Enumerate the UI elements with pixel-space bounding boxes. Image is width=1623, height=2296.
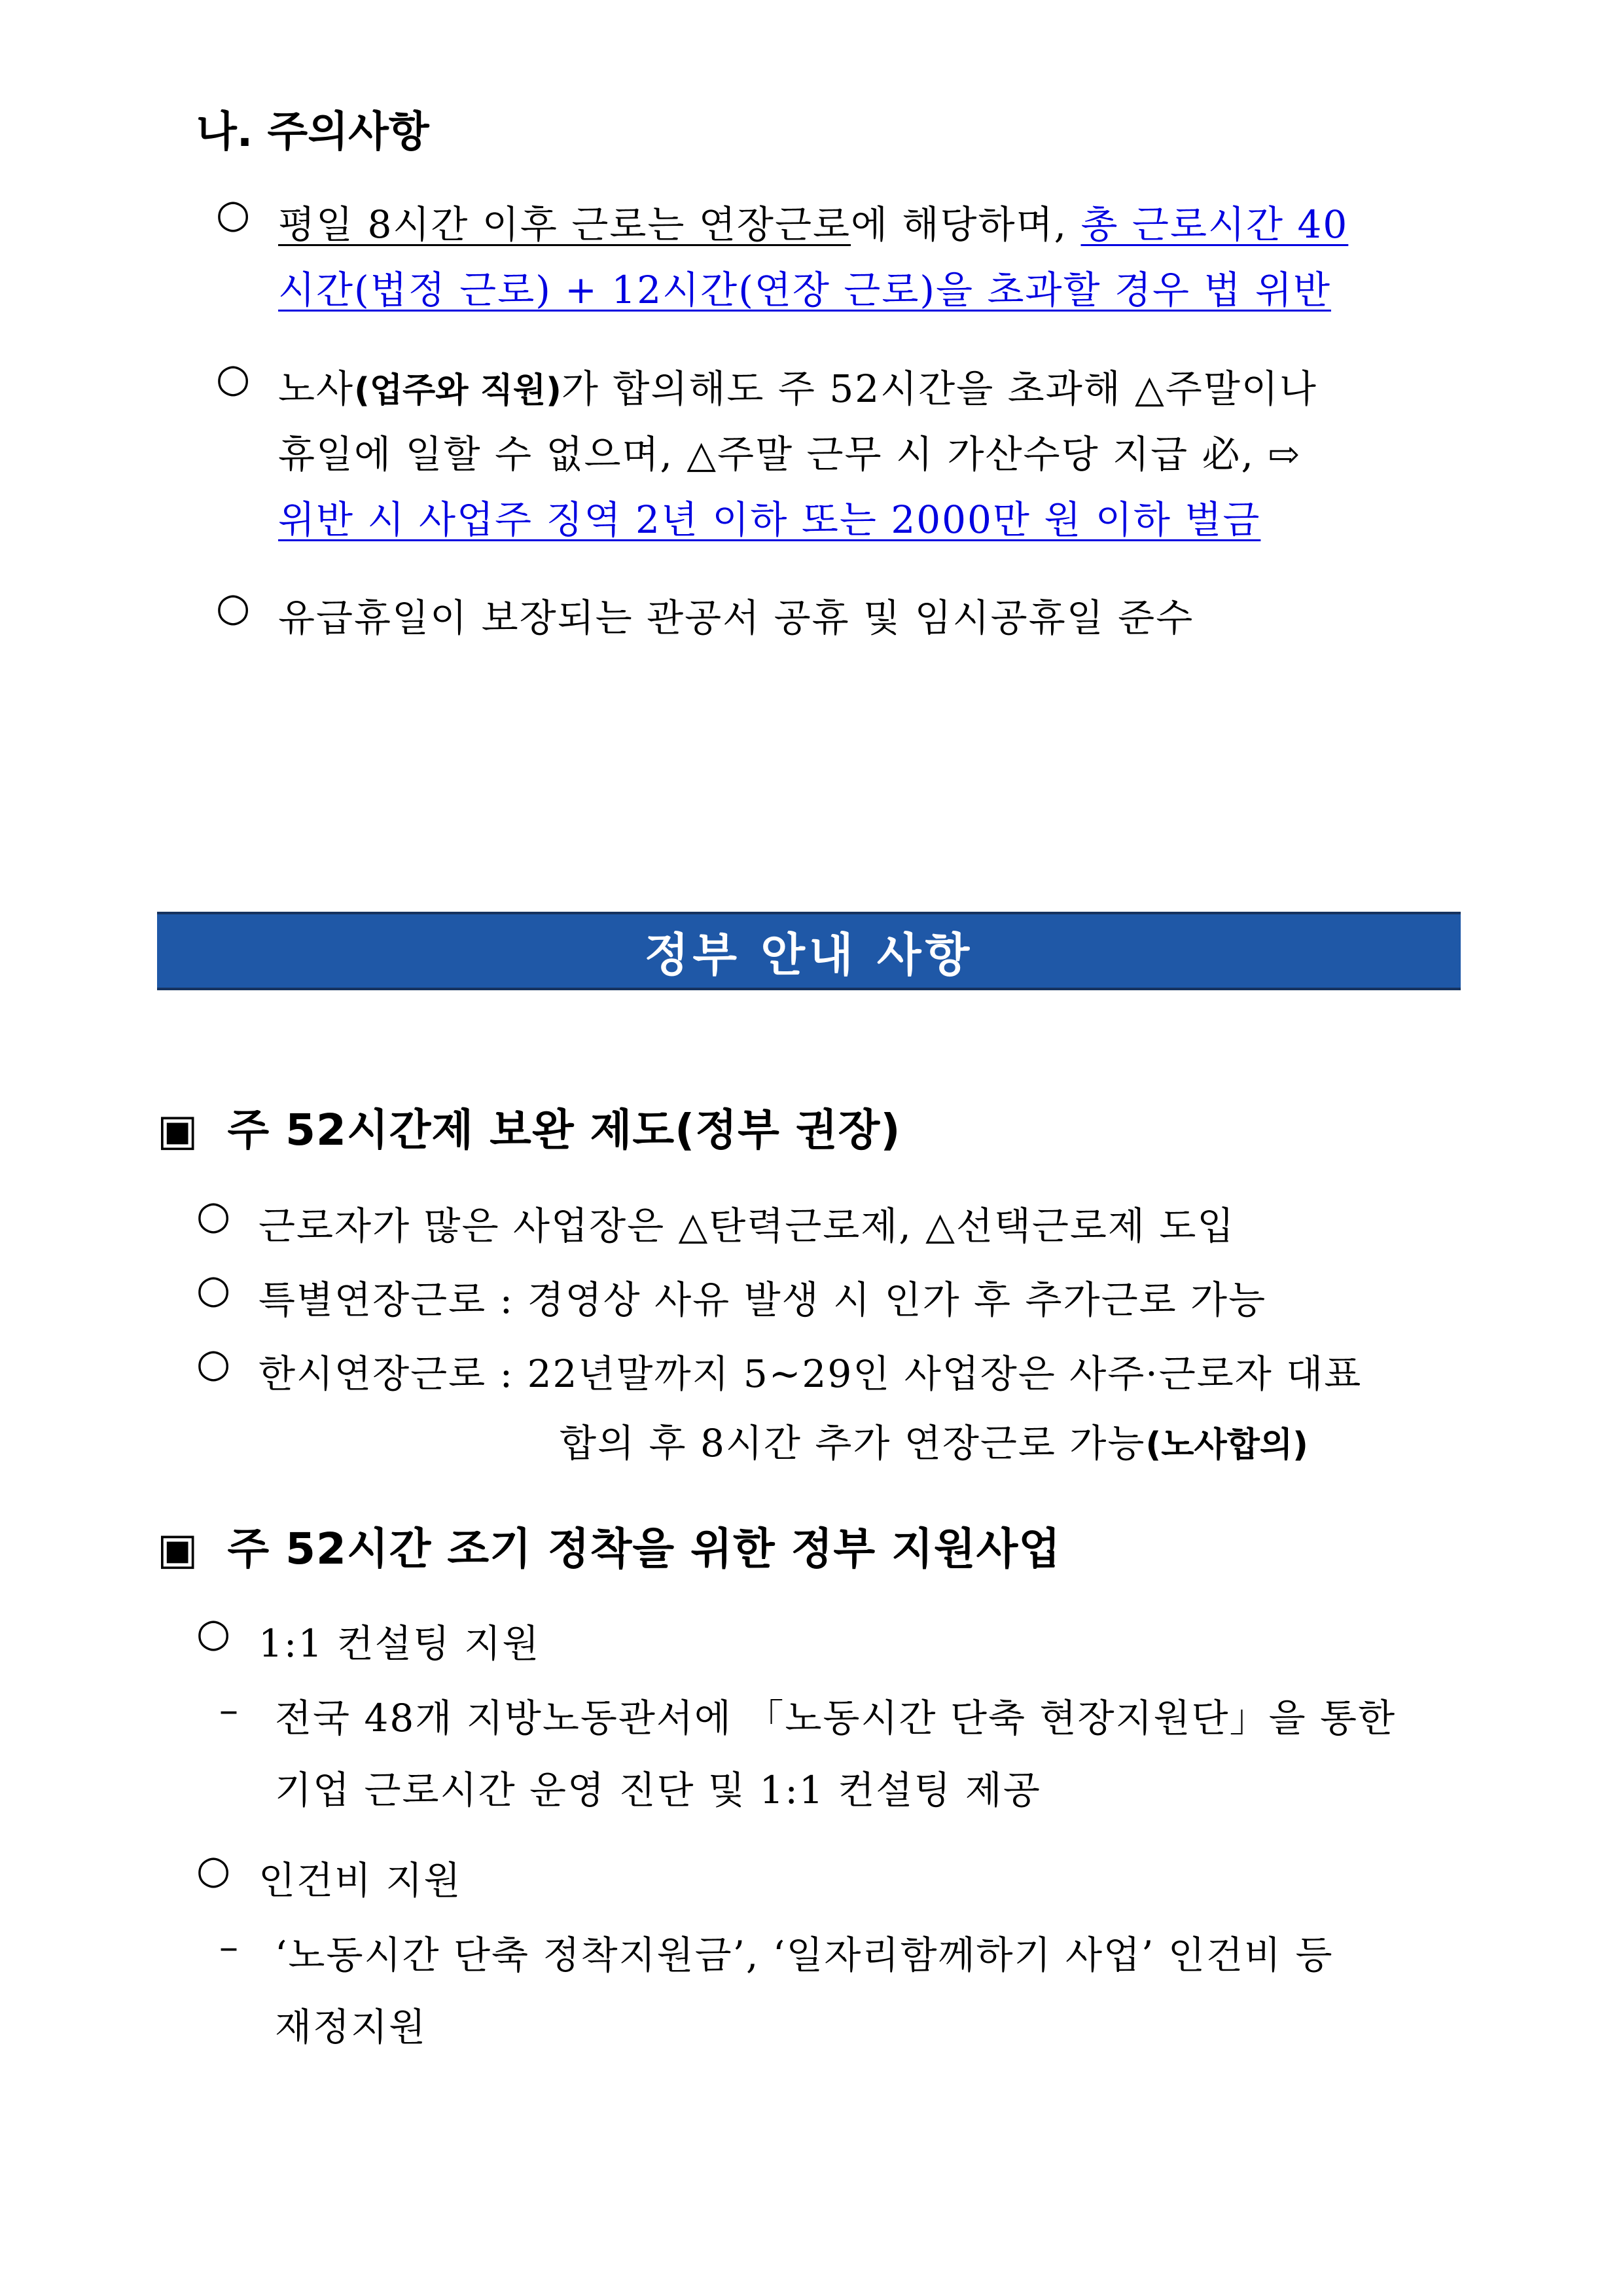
caution-item2-line2: 휴일에 일할 수 없으며, △주말 근무 시 가산수당 지급 必, ⇨ [278,432,1302,476]
labor-cost-title: 인건비 지원 [259,1858,462,1903]
caution-item1-line1 [278,194,1348,249]
section1-heading [157,1095,901,1157]
consulting-title: 1:1 컨설팅 지원 [259,1621,541,1666]
caution-item2-paren: (업주와 직원) [354,371,562,410]
section1-item3-cont-paren: (노사합의) [1145,1426,1308,1465]
square-marker-icon: ▣ [157,1524,199,1574]
government-notice-banner [157,912,1461,990]
caution-item3-text: 유급휴일이 보장되는 관공서 공휴 및 임시공휴일 준수 [278,596,1194,640]
consulting-dash: – [219,1687,240,1732]
section1-item3-bullet: ○ [196,1340,232,1386]
caution-heading: 나. 주의사항 [196,108,429,156]
caution-item1-line2: 시간(법정 근로) + 12시간(연장 근로)을 초과할 경우 법 위반 [278,268,1331,312]
caution-item1-bullet: ○ [216,191,252,237]
caution-item2-rest: 가 합의해도 주 52시간을 초과해 △주말이나 [561,367,1317,411]
section1-item3-cont-text: 합의 후 8시간 추가 연장근로 가능 [560,1421,1146,1465]
section2-heading [157,1514,1061,1576]
caution-item2-line3: 위반 시 사업주 징역 2년 이하 또는 2000만 원 이하 벌금 [278,497,1261,542]
section1-item2-bullet: ○ [196,1266,232,1312]
section1-item1-bullet: ○ [196,1193,232,1238]
labor-cost-bullet: ○ [196,1847,232,1893]
section1-item3-continuation [560,1412,1308,1467]
square-marker-icon: ▣ [157,1105,199,1155]
consulting-line1: 전국 48개 지방노동관서에 「노동시간 단축 현장지원단」을 통한 [275,1696,1397,1740]
section1-title: 주 52시간제 보완 제도(정부 권장) [227,1105,901,1155]
caution-item2-bullet: ○ [216,355,252,401]
consulting-bullet: ○ [196,1610,232,1656]
banner-title: 정부 안내 사항 [644,927,974,982]
caution-item1-mid: 에 해당하며, [851,202,1081,247]
section2-title: 주 52시간 조기 정착을 위한 정부 지원사업 [227,1524,1061,1574]
caution-item1-overtime-phrase: 평일 8시간 이후 근로는 연장근로 [278,202,851,247]
labor-cost-line1: ‘노동시간 단축 정착지원금’, ‘일자리함께하기 사업’ 인건비 등 [275,1933,1334,1977]
caution-item3-bullet: ○ [216,584,252,630]
caution-item1-limit-phrase: 총 근로시간 40 [1080,202,1349,247]
section1-item1-text: 근로자가 많은 사업장은 △탄력근로제, △선택근로제 도입 [259,1204,1236,1248]
caution-item2-line1 [278,358,1317,413]
labor-cost-dash: – [219,1924,240,1969]
consulting-line2: 기업 근로시간 운영 진단 및 1:1 컨설팅 제공 [275,1768,1041,1812]
section1-item3-text: 한시연장근로 : 22년말까지 5~29인 사업장은 사주·근로자 대표 [259,1352,1363,1396]
caution-item2-labor: 노사 [278,367,355,411]
labor-cost-line2: 재정지원 [275,2005,427,2049]
section1-item2-text: 특별연장근로 : 경영상 사유 발생 시 인가 후 추가근로 가능 [259,1278,1267,1322]
